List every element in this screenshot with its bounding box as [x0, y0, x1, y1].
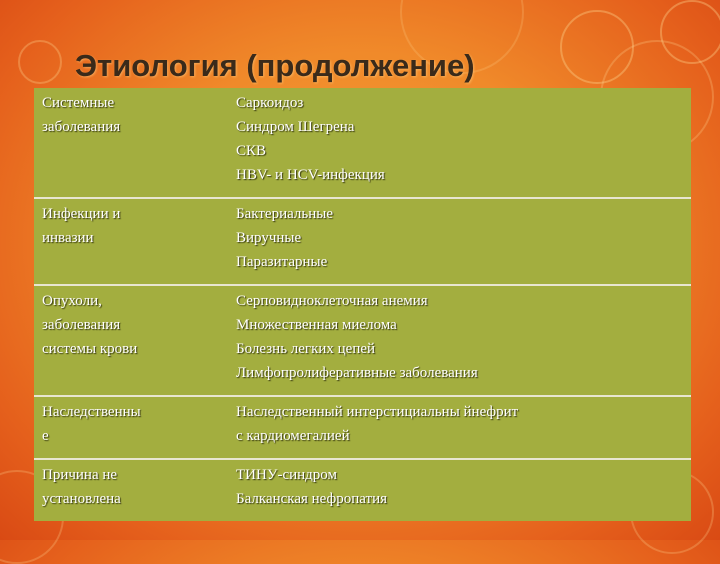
decorative-circle: [660, 0, 720, 64]
category-text: заболевания: [42, 317, 121, 333]
table-row: [34, 459, 691, 521]
item-text: СКВ: [236, 143, 267, 159]
slide-title: Этиология (продолжение): [75, 48, 475, 83]
category-text: системы крови: [42, 341, 138, 357]
item-text: ТИНУ-синдром: [236, 467, 337, 483]
table-row: [34, 88, 691, 198]
item-text: Болезнь легких цепей: [236, 341, 376, 357]
item-text: с кардиомегалией: [236, 428, 350, 444]
category-cell: [34, 198, 228, 285]
table-row: [34, 198, 691, 285]
item-text: Бактериальные: [236, 206, 333, 222]
items-cell: [228, 198, 691, 285]
item-text: Синдром Шегрена: [236, 119, 355, 135]
category-cell: [34, 88, 228, 198]
item-text: Серповидноклеточная анемия: [236, 293, 428, 309]
item-text: Саркоидоз: [236, 95, 304, 111]
items-cell: [228, 396, 691, 459]
category-text: инвазии: [42, 230, 94, 246]
category-text: е: [42, 428, 49, 444]
item-text: Виручные: [236, 230, 302, 246]
etiology-table: [34, 88, 691, 521]
items-cell: [228, 285, 691, 396]
table-row: [34, 396, 691, 459]
category-text: Причина не: [42, 467, 118, 483]
item-text: HBV- и HCV-инфекция: [236, 167, 385, 183]
category-text: Опухоли,: [42, 293, 102, 309]
item-text: Балканская нефропатия: [236, 491, 388, 507]
category-text: Наследственны: [42, 404, 141, 420]
item-text: Множественная миелома: [236, 317, 397, 333]
category-text: заболевания: [42, 119, 121, 135]
item-text: Лимфопролиферативные заболевания: [236, 365, 478, 381]
category-text: Системные: [42, 95, 115, 111]
items-cell: [228, 88, 691, 198]
item-text: Паразитарные: [236, 254, 328, 270]
category-text: Инфекции и: [42, 206, 121, 222]
items-cell: [228, 459, 691, 521]
category-cell: [34, 285, 228, 396]
category-cell: [34, 396, 228, 459]
decorative-circle: [18, 40, 62, 84]
category-cell: [34, 459, 228, 521]
category-text: установлена: [42, 491, 121, 507]
table-row: [34, 285, 691, 396]
item-text: Наследственный интерстициальны йнефрит: [236, 404, 519, 420]
